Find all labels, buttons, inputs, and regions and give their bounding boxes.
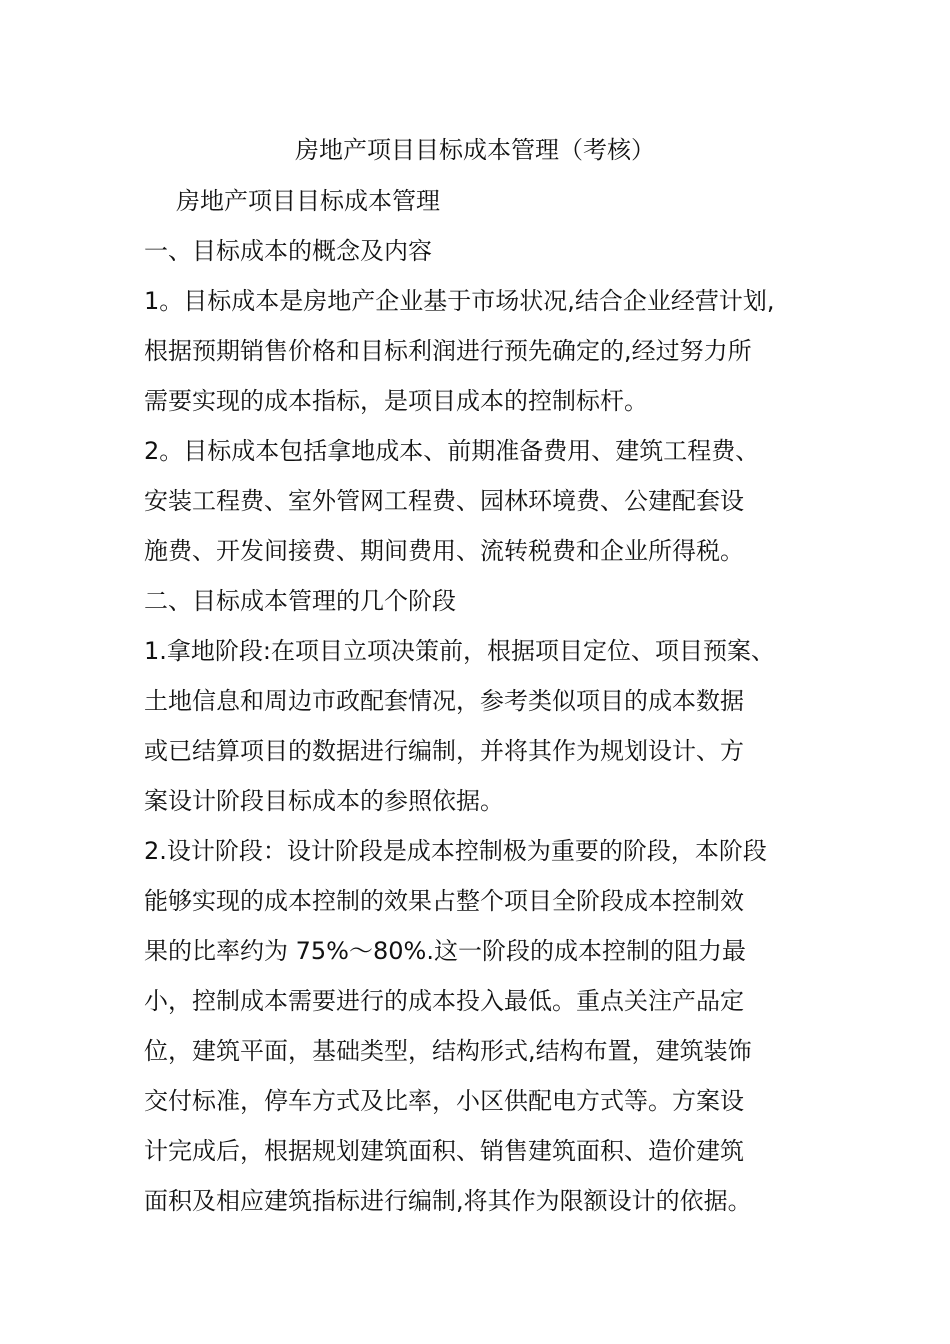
paragraph-line: 案设计阶段目标成本的参照依据。 — [144, 787, 504, 815]
paragraph-line: 施费、开发间接费、期间费用、流转税费和企业所得税。 — [144, 537, 744, 565]
paragraph-line: 小，控制成本需要进行的成本投入最低。重点关注产品定 — [144, 987, 744, 1015]
paragraph-line: 计完成后，根据规划建筑面积、销售建筑面积、造价建筑 — [144, 1137, 744, 1165]
paragraph-line: 位，建筑平面，基础类型，结构形式,结构布置，建筑装饰 — [144, 1037, 752, 1065]
paragraph-line: 面积及相应建筑指标进行编制,将其作为限额设计的依据。 — [144, 1187, 752, 1215]
paragraph-line: 根据预期销售价格和目标利润进行预先确定的,经过努力所 — [144, 337, 752, 365]
paragraph-line: 果的比率约为 75%～80%.这一阶段的成本控制的阻力最 — [144, 937, 746, 965]
paragraph-line: 需要实现的成本指标，是项目成本的控制标杆。 — [144, 387, 648, 415]
document-title: 房地产项目目标成本管理（考核） — [295, 136, 655, 164]
paragraph-line: 2。目标成本包括拿地成本、前期准备费用、建筑工程费、 — [144, 437, 760, 465]
paragraph-line: 1.拿地阶段:在项目立项决策前，根据项目定位、项目预案、 — [144, 637, 775, 665]
paragraph-line: 土地信息和周边市政配套情况，参考类似项目的成本数据 — [144, 687, 744, 715]
subtitle-line: 房地产项目目标成本管理 — [176, 187, 440, 215]
paragraph-line: 或已结算项目的数据进行编制，并将其作为规划设计、方 — [144, 737, 744, 765]
paragraph-line: 能够实现的成本控制的效果占整个项目全阶段成本控制效 — [144, 887, 744, 915]
paragraph-line: 2.设计阶段：设计阶段是成本控制极为重要的阶段，本阶段 — [144, 837, 767, 865]
section-heading-1: 一、目标成本的概念及内容 — [144, 237, 432, 265]
paragraph-line: 安装工程费、室外管网工程费、园林环境费、公建配套设 — [144, 487, 744, 515]
paragraph-line: 交付标准，停车方式及比率，小区供配电方式等。方案设 — [144, 1087, 744, 1115]
section-heading-2: 二、目标成本管理的几个阶段 — [144, 587, 456, 615]
paragraph-line: 1。目标成本是房地产企业基于市场状况,结合企业经营计划, — [144, 287, 775, 315]
